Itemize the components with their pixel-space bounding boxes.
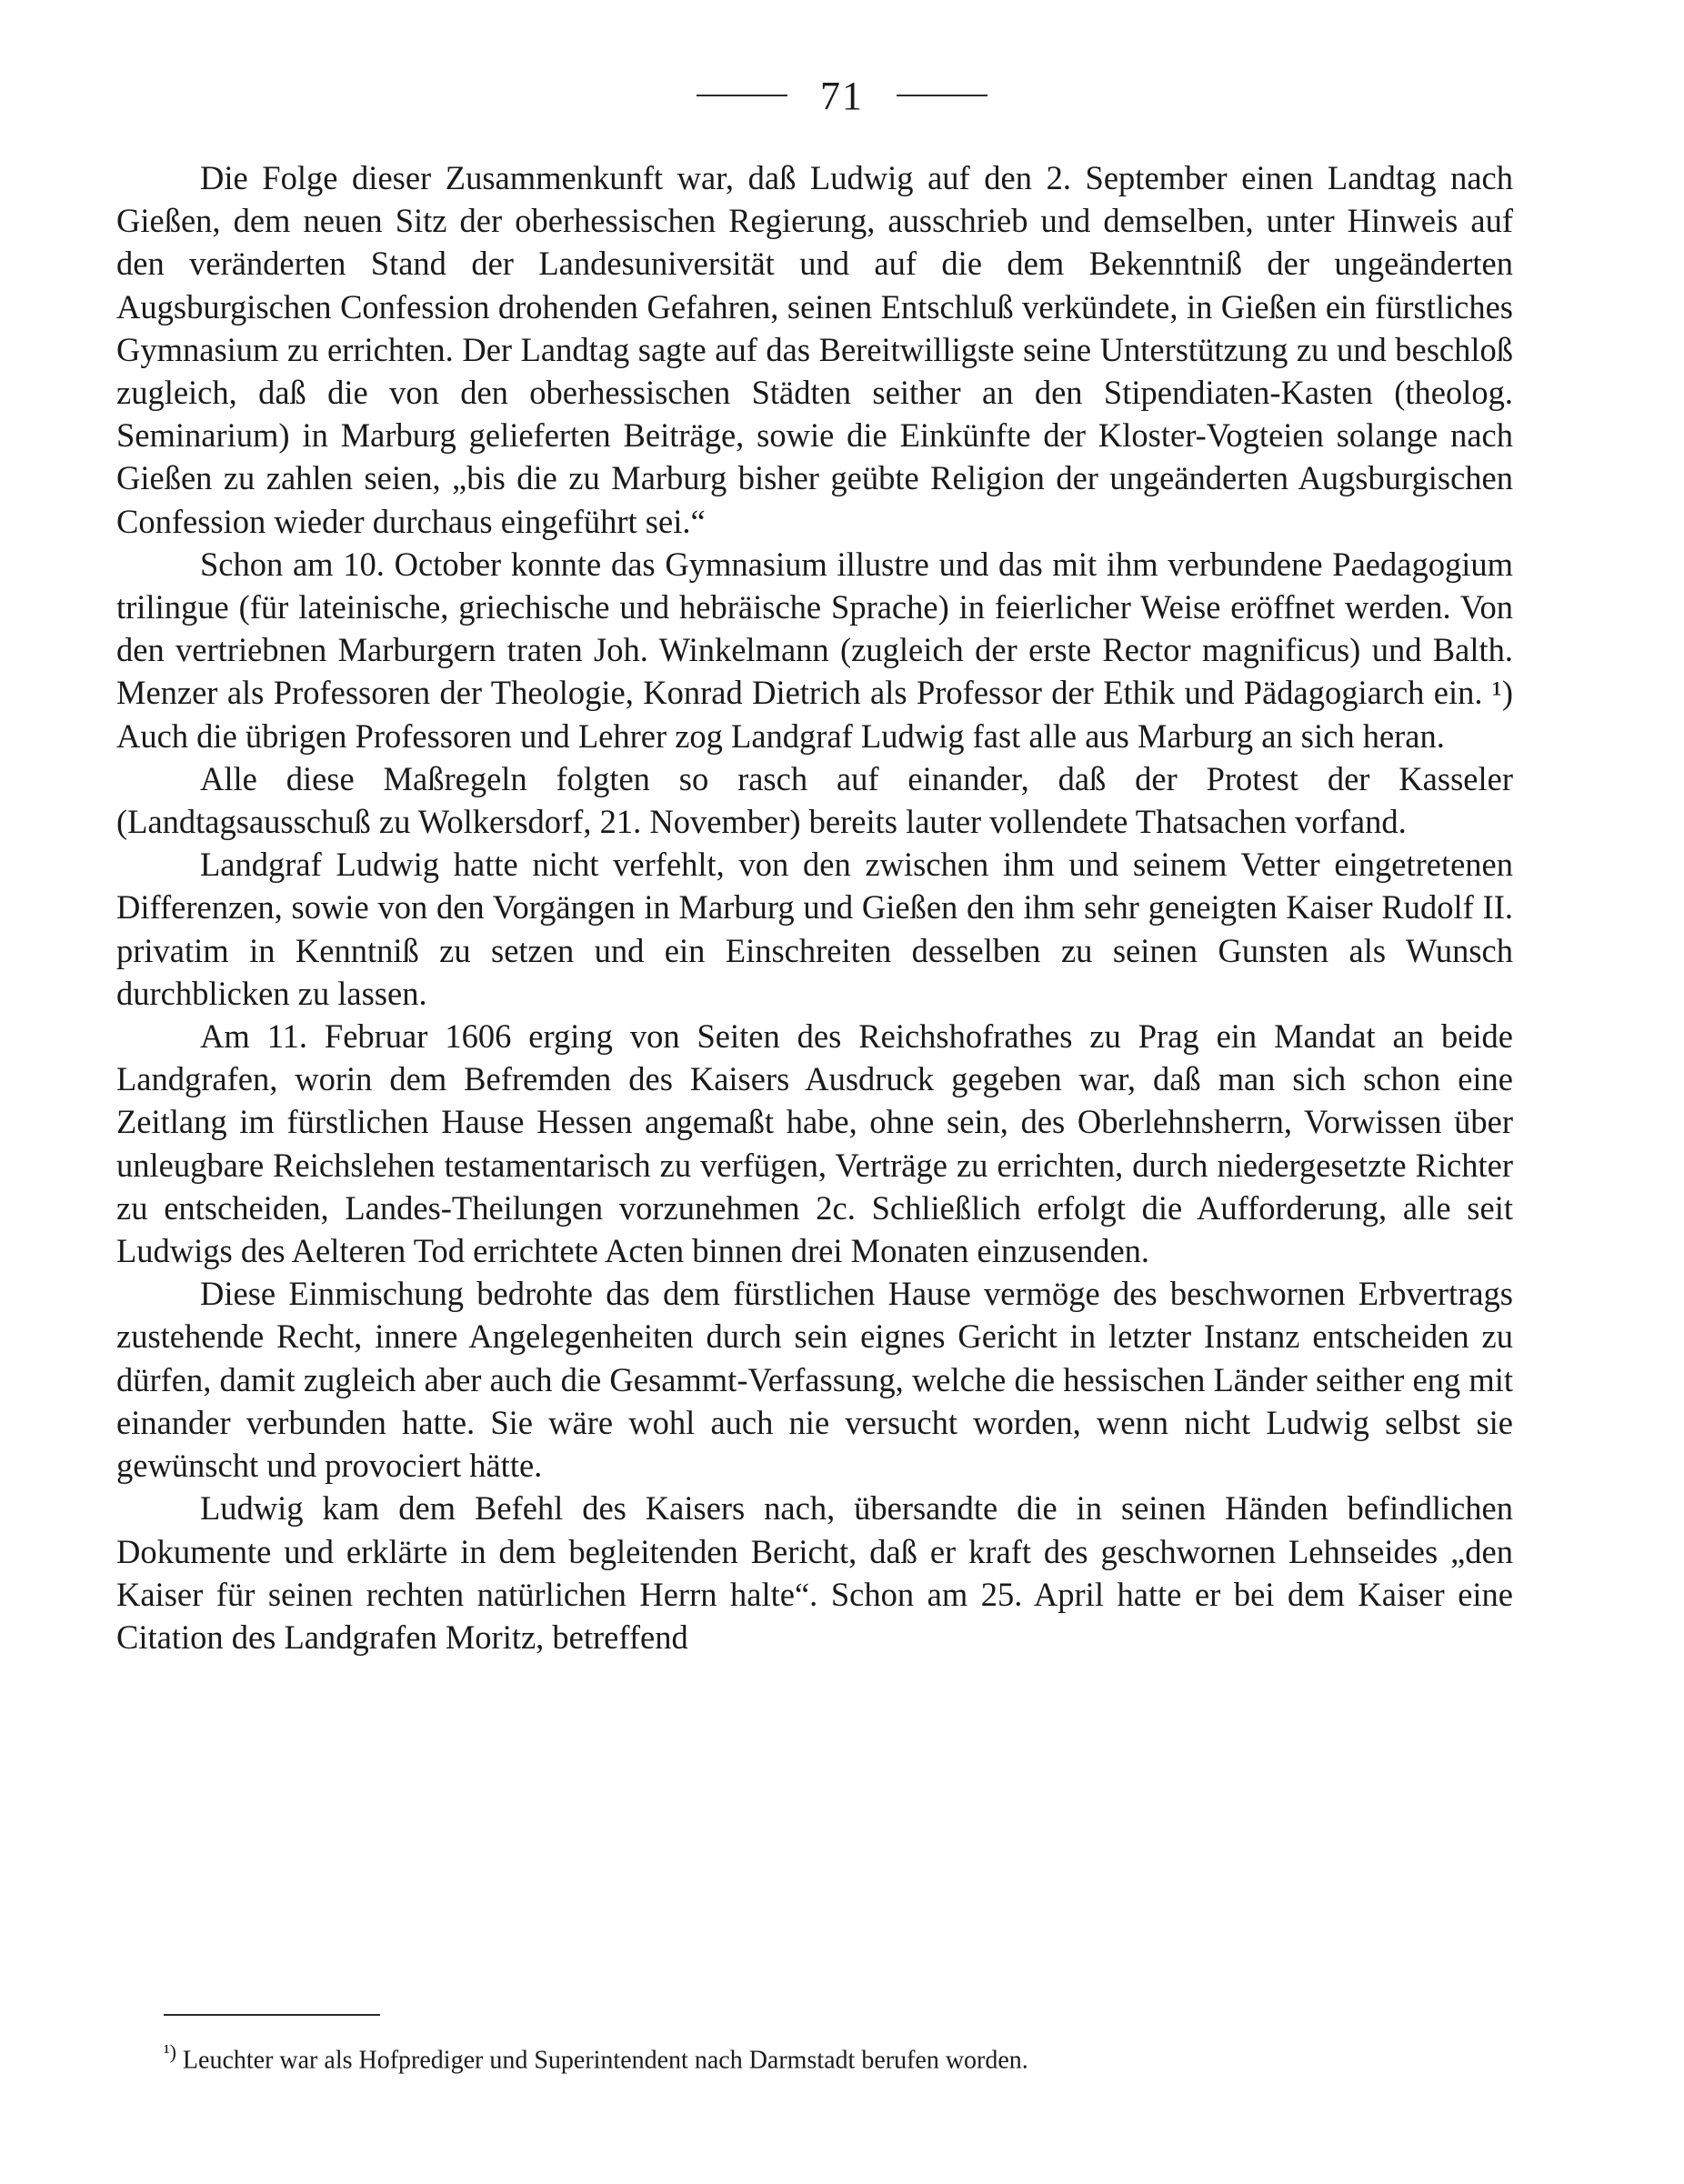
paragraph-1: Die Folge dieser Zusammenkunft war, daß Ludwig auf den 2. September einen Landtag nach Gießen, dem neuen Sitz der oberhessischen Regierung, ausschrieb und demselben, unter Hinweis auf den veränderten Stand der Landesuniversität und auf die dem Bekenntniß der ungeänderten Augsburgischen Confession drohenden Gefahren, seinen Entschluß verkündete, in Gießen ein fürstliches Gymnasium zu errichten. Der Landtag sagte auf das Bereitwilligste seine Unterstützung zu und beschloß zugleich, daß die von den oberhessischen Städten seither an den Stipendiaten-Kasten (theolog. Seminarium) in Marburg gelieferten Beiträge, sowie die Einkünfte der Kloster-Vogteien solange nach Gießen zu zahlen seien, „bis die zu Marburg bisher geübte Religion der ungeänderten Augsburgischen Confession wieder durchaus eingeführt sei.“ <box>116 159 1513 540</box>
paragraph-2: Schon am 10. October konnte das Gymnasium illustre und das mit ihm verbundene Paedagogium trilingue (für lateinische, griechische und hebräische Sprache) in feierlicher Weise eröffnet werden. Von den vertriebnen Marburgern traten Joh. Winkelmann (zugleich der erste Rector magnificus) und Balth. Menzer als Professoren der Theologie, Konrad Dietrich als Professor der Ethik und Pädagogiarch ein. ¹) Auch die übrigen Professoren und Lehrer zog Landgraf Ludwig fast alle aus Marburg an sich heran. <box>116 545 1513 755</box>
page-number: 71 <box>820 73 864 118</box>
page-header <box>0 64 1684 127</box>
footnote-separator <box>164 2014 380 2016</box>
paragraph-4: Landgraf Ludwig hatte nicht verfehlt, von den zwischen ihm und seinem Vetter eingetretenen Differenzen, sowie von den Vorgängen in Marburg und Gießen den ihm sehr geneigten Kaiser Rudolf II. privatim in Kenntniß zu setzen und ein Einschreiten desselben zu seinen Gunsten als Wunsch durchblicken zu lassen. <box>116 846 1513 1012</box>
header-rule-left <box>697 95 787 96</box>
paragraph-7: Ludwig kam dem Befehl des Kaisers nach, übersandte die in seinen Händen befindlichen Dokumente und erklärte in dem begleitenden Bericht, daß er kraft des geschwornen Lehnseides „den Kaiser für seinen rechten natürlichen Herrn halte“. Schon am 25. April hatte er bei dem Kaiser eine Citation des Landgrafen Moritz, betreffend <box>116 1489 1513 1656</box>
footnote-marker: ¹) <box>164 2040 176 2063</box>
paragraph-6: Diese Einmischung bedrohte das dem fürstlichen Hause vermöge des beschwornen Erbvertrags zustehende Recht, innere Angelegenheiten durch sein eignes Gericht in letzter Instanz entscheiden zu dürfen, damit zugleich aber auch die Gesammt-Verfassung, welche die hessischen Länder seither eng mit einander verbunden hatte. Sie wäre wohl auch nie versucht worden, wenn nicht Ludwig selbst sie gewünscht und provociert hätte. <box>116 1275 1513 1485</box>
main-text <box>116 156 1513 1658</box>
header-rule-right <box>897 95 987 96</box>
paragraph-5: Am 11. Februar 1606 erging von Seiten des Reichshofrathes zu Prag ein Mandat an beide Landgrafen, worin dem Befremden des Kaisers Ausdruck gegeben war, daß man sich schon eine Zeitlang im fürstlichen Hause Hessen angemaßt habe, ohne sein, des Oberlehnsherrn, Vorwissen über unleugbare Reichslehen testamentarisch zu verfügen, Verträge zu errichten, durch niedergesetzte Richter zu entscheiden, Landes-Theilungen vorzunehmen 2c. Schließlich erfolgt die Aufforderung, alle seit Ludwigs des Aelteren Tod errichtete Acten binnen drei Monaten einzusenden. <box>116 1017 1513 1270</box>
paragraph-3: Alle diese Maßregeln folgten so rasch auf einander, daß der Protest der Kasseler (Landtagsausschuß zu Wolkersdorf, 21. November) bereits lauter vollendete Thatsachen vorfand. <box>116 759 1513 841</box>
footnote-text: Leuchter war als Hofprediger und Superintendent nach Darmstadt berufen worden. <box>182 2046 1028 2075</box>
footnote <box>164 2035 1509 2078</box>
